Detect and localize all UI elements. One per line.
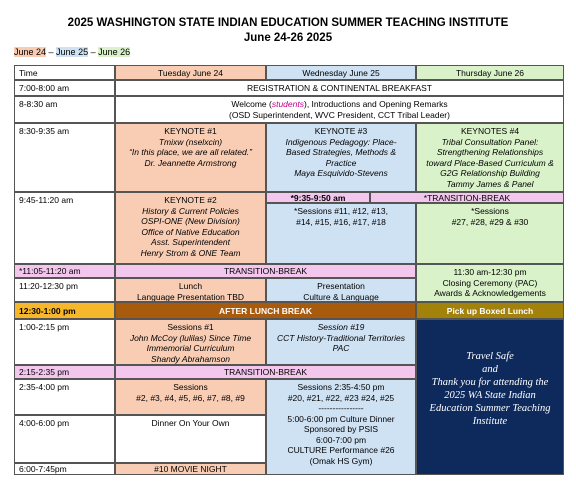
keynote-title: toward Place-Based Curriculum & bbox=[426, 157, 554, 168]
keynote-label: KEYNOTES #4 bbox=[460, 126, 520, 136]
keynote-title: Practice bbox=[325, 157, 357, 168]
sessions-27-30-cell bbox=[416, 203, 564, 264]
closing-ceremony-cell bbox=[416, 264, 564, 302]
session-title: John McCoy (lulilas) Since Time bbox=[129, 332, 252, 343]
closing-line: Institute bbox=[472, 416, 508, 427]
closing-line: Thank you for attending the bbox=[431, 377, 549, 388]
movie-night-cell: #10 MOVIE NIGHT bbox=[115, 463, 266, 475]
keynote-title: Strengthening Relationships bbox=[436, 147, 544, 157]
page-subtitle-dates: June 24-26 2025 bbox=[243, 32, 333, 44]
keynote-title: G2G Relationship Building bbox=[440, 168, 540, 178]
culture-dinner: 5:00-6:00 pm Culture Dinner bbox=[287, 413, 395, 424]
keynote-title: Office of Native Education bbox=[141, 226, 240, 237]
culture-performance: CULTURE Performance #26 bbox=[287, 445, 395, 455]
registration-cell: REGISTRATION & CONTINENTAL BREAKFAST bbox=[115, 80, 564, 96]
keynote-speaker: Henry Strom & ONE Team bbox=[140, 247, 241, 258]
column-header-thursday: Thursday June 26 bbox=[416, 65, 564, 80]
column-header-wednesday: Wednesday June 25 bbox=[266, 65, 416, 80]
session-location: PAC bbox=[332, 343, 350, 353]
keynote-quote: “In this place, we are all related.” bbox=[129, 147, 252, 157]
legend-separator: – bbox=[46, 47, 57, 57]
time-cell: 12:30-1:00 pm bbox=[14, 302, 115, 319]
divider-text: ---------------- bbox=[318, 403, 364, 413]
transition-break-cell: TRANSITION-BREAK bbox=[115, 264, 416, 278]
keynote-title: Based Strategies, Methods & bbox=[285, 147, 397, 157]
time-cell: 9:45-11:20 am bbox=[14, 192, 115, 264]
session-label: Sessions bbox=[173, 382, 208, 392]
dinner-on-own-cell: Dinner On Your Own bbox=[115, 415, 266, 463]
session-title: Immemorial Curriculum bbox=[146, 343, 235, 353]
lunch-cell bbox=[115, 278, 266, 302]
keynote-speaker: Tammy James & Panel bbox=[446, 178, 534, 189]
welcome-line-2: (OSD Superintendent, WVC President, CCT Tribal Leader) bbox=[229, 109, 450, 120]
welcome-line-1 bbox=[116, 99, 563, 110]
page-title: 2025 WASHINGTON STATE INDIAN EDUCATION SUMMER TEACHING INSTITUTE bbox=[67, 17, 509, 29]
keynote-label: KEYNOTE #2 bbox=[164, 195, 217, 205]
legend-day-3: June 26 bbox=[98, 47, 131, 57]
performance-location: (Omak HS Gym) bbox=[309, 455, 373, 466]
closing-ceremony-label: Closing Ceremony (PAC) bbox=[442, 277, 538, 288]
transition-break-cell: *TRANSITION-BREAK bbox=[370, 192, 564, 203]
welcome-cell bbox=[115, 96, 564, 123]
closing-line: Travel Safe bbox=[466, 351, 514, 362]
session-19-cell bbox=[266, 319, 416, 365]
keynote-title: Indigenous Pedagogy: Place- bbox=[285, 136, 397, 147]
students-link-text: students bbox=[271, 99, 304, 109]
after-lunch-break-cell: AFTER LUNCH BREAK bbox=[115, 302, 416, 319]
time-cell: *11:05-11:20 am bbox=[14, 264, 115, 278]
welcome-text: Welcome ( bbox=[231, 99, 272, 109]
session-label: Sessions #1 bbox=[167, 322, 214, 332]
closing-ceremony-time: 11:30 am-12:30 pm bbox=[453, 267, 527, 277]
sessions-20-26-cell bbox=[266, 379, 416, 475]
closing-line: and bbox=[482, 364, 498, 375]
transition-break-cell: TRANSITION-BREAK bbox=[115, 365, 416, 379]
closing-message-cell bbox=[416, 319, 564, 475]
transition-time-cell: *9:35-9:50 am bbox=[266, 192, 370, 203]
keynote-title: Tribal Consultation Panel: bbox=[441, 136, 539, 147]
time-cell: 2:15-2:35 pm bbox=[14, 365, 115, 379]
session-list: #14, #15, #16, #17, #18 bbox=[296, 216, 386, 227]
keynote-2-cell bbox=[115, 192, 266, 264]
welcome-text: ), Introductions and Opening Remarks bbox=[303, 99, 448, 109]
legend-day-1: June 24 bbox=[14, 47, 47, 57]
time-cell: 11:20-12:30 pm bbox=[14, 278, 115, 302]
legend-separator: – bbox=[88, 47, 99, 57]
keynote-speaker: Asst. Superintendent bbox=[151, 237, 230, 247]
lunch-label: Lunch bbox=[178, 281, 203, 291]
time-cell: 2:35-4:00 pm bbox=[14, 379, 115, 415]
presentation-detail: Culture & Language bbox=[303, 291, 379, 302]
lunch-detail: Language Presentation TBD bbox=[136, 291, 245, 302]
performance-time: 6:00-7:00 pm bbox=[315, 434, 367, 445]
session-list: #20, #21, #22, #23 #24, #25 bbox=[287, 392, 395, 403]
column-header-time: Time bbox=[14, 65, 115, 80]
closing-ceremony-detail: Awards & Acknowledgements bbox=[434, 288, 546, 298]
keynote-3-cell bbox=[266, 123, 416, 192]
sessions-11-18-cell bbox=[266, 203, 416, 264]
column-header-tuesday: Tuesday June 24 bbox=[115, 65, 266, 80]
presentation-cell bbox=[266, 278, 416, 302]
closing-line: Education Summer Teaching bbox=[429, 403, 551, 414]
legend-day-2: June 25 bbox=[56, 47, 89, 57]
keynote-label: KEYNOTE #3 bbox=[314, 126, 368, 136]
session-list: *Sessions #11, #12, #13, bbox=[294, 206, 388, 216]
session-speaker: Shandy Abrahamson bbox=[150, 353, 231, 364]
session-list: #2, #3, #4, #5, #6, #7, #8, #9 bbox=[136, 392, 245, 403]
session-label: *Sessions bbox=[471, 206, 509, 216]
session-list: #27, #28, #29 & #30 bbox=[451, 216, 529, 227]
sessions-2-9-cell bbox=[115, 379, 266, 415]
closing-line: 2025 WA State Indian bbox=[444, 390, 536, 401]
boxed-lunch-cell: Pick up Boxed Lunch bbox=[416, 302, 564, 319]
presentation-label: Presentation bbox=[317, 281, 365, 291]
session-title: CCT History-Traditional Territories bbox=[277, 332, 405, 343]
keynote-title: History & Current Policies bbox=[142, 205, 239, 216]
keynote-speaker: Dr. Jeannette Armstrong bbox=[144, 157, 237, 168]
time-cell: 8:30-9:35 am bbox=[14, 123, 115, 192]
time-cell: 7:00-8:00 am bbox=[14, 80, 115, 96]
time-cell: 8-8:30 am bbox=[14, 96, 115, 123]
sessions-1-cell bbox=[115, 319, 266, 365]
keynote-title: OSPI-ONE (New Division) bbox=[141, 216, 240, 226]
schedule-table bbox=[14, 65, 564, 475]
dinner-sponsor: Sponsored by PSIS bbox=[303, 424, 379, 434]
keynote-1-cell bbox=[115, 123, 266, 192]
day-color-legend bbox=[14, 47, 130, 58]
keynote-title: Tmixw (nselxcin) bbox=[158, 136, 223, 147]
session-label: Sessions 2:35-4:50 pm bbox=[297, 382, 385, 392]
session-label: Session #19 bbox=[317, 322, 365, 332]
time-cell: 6:00-7:45pm bbox=[14, 463, 115, 475]
time-cell: 1:00-2:15 pm bbox=[14, 319, 115, 365]
keynote-4-cell bbox=[416, 123, 564, 192]
keynote-label: KEYNOTE #1 bbox=[164, 126, 217, 136]
keynote-speaker: Maya Esquivido-Stevens bbox=[294, 168, 388, 178]
time-cell: 4:00-6:00 pm bbox=[14, 415, 115, 463]
